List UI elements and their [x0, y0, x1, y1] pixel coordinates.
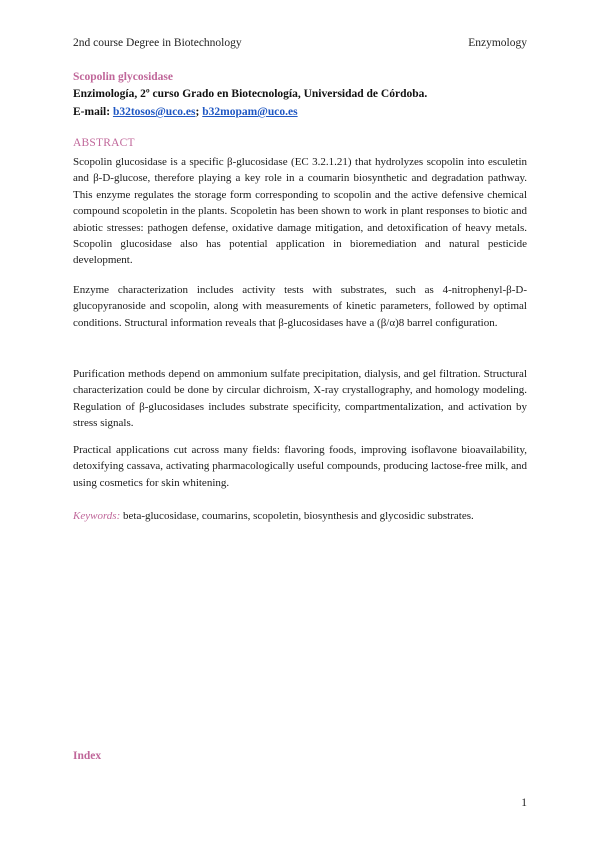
abstract-paragraph: Purification methods depend on ammonium sulfate precipitation, dialysis, and gel filtration. Structural characterization could be done by circular dichroism, X-ray crystallography, and homology modeling. Regulation of β-glucosidases includes substrate specificity, compartmentalization, and activation by stress signals. [73, 368, 527, 430]
abstract-paragraph: Enzyme characterization includes activity tests with substrates, such as 4-nitrophenyl-β-D-glucopyranoside and scopolin, along with measurements of kinetic parameters, followed by optimal conditions. Structural information reveals that β-glucosidases have a (β/α)8 barrel configuration. [73, 284, 527, 329]
header-course: 2nd course Degree in Biotechnology [73, 37, 242, 49]
index-heading: Index [73, 750, 102, 762]
keywords-line [73, 510, 527, 522]
page-number: 1 [521, 797, 527, 809]
keywords-label: Keywords: [73, 510, 121, 522]
header-subject: Enzymology [468, 37, 527, 49]
keywords-text: beta-glucosidase, coumarins, scopoletin, biosynthesis and glycosidic substrates. [123, 510, 474, 522]
email-label: E-mail: [73, 106, 111, 118]
abstract-paragraph: Scopolin glucosidase is a specific β-glucosidase (EC 3.2.1.21) that hydrolyzes scopolin into esculetin and β-D-glucose, therefore playing a key role in a coumarin biosynthetic and degradation pathway. This enzyme regulates the storage form corresponding to scopolin and the active defensive chemical compound scopoletin in the plants. Scopoletin has been shown to work in plant responses to biotic and abiotic stresses: pathogen defense, oxidative damage mitigation, and detoxification of heavy metals. Scopolin glucosidase also has potential application in bioremediation and natural pesticide development. [73, 156, 527, 267]
page-header [73, 37, 527, 49]
abstract-paragraph: Practical applications cut across many fields: flavoring foods, improving isoflavone bioavailability, detoxifying cassava, activating pharmacologically useful compounds, producing lactose-free milk, and using cosmetics for skin whitening. [73, 444, 527, 489]
abstract-heading: ABSTRACT [73, 137, 135, 149]
email-link-1[interactable]: b32tosos@uco.es [112, 106, 196, 118]
paper-title: Scopolin glycosidase [73, 71, 174, 83]
email-line [73, 106, 527, 118]
affiliation: Enzimología, 2º curso Grado en Biotecnología, Universidad de Córdoba. [73, 88, 428, 100]
email-separator: ; [195, 106, 200, 118]
email-link-2[interactable]: b32mopam@uco.es [202, 106, 298, 118]
